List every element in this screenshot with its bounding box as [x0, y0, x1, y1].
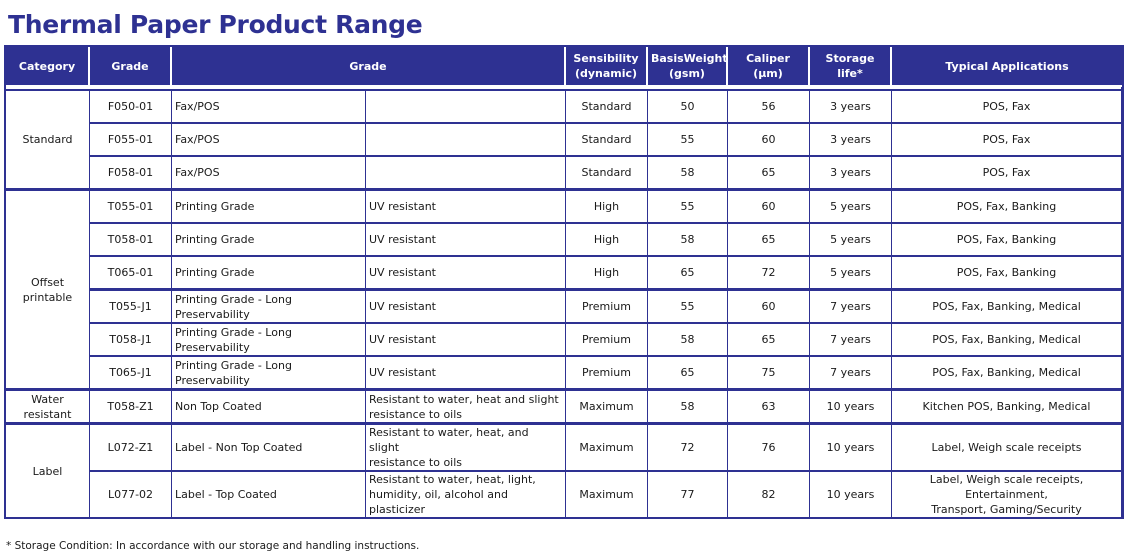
applications-cell: POS, Fax, Banking, Medical	[892, 357, 1122, 391]
applications-line2: Transport, Gaming/Security	[931, 503, 1082, 516]
table-row	[6, 124, 1122, 157]
applications-cell: POS, Fax, Banking	[892, 224, 1122, 257]
page-title: Thermal Paper Product Range	[8, 10, 423, 39]
category-cell	[6, 391, 90, 425]
storage-cell: 7 years	[810, 357, 892, 391]
category-line1: Offset	[30, 275, 65, 289]
applications-cell: POS, Fax	[892, 124, 1122, 157]
feature-line1: Resistant to water, heat and slight	[369, 392, 559, 406]
caliper-cell: 75	[728, 357, 810, 391]
header-applications: Typical Applications	[892, 47, 1122, 87]
caliper-cell: 60	[728, 191, 810, 224]
table-row	[6, 291, 1122, 324]
grade-code-cell: T055-J1	[90, 291, 172, 324]
table-row	[6, 357, 1122, 391]
feature-cell: UV resistant	[366, 291, 566, 324]
header-category: Category	[6, 47, 90, 87]
storage-cell: 5 years	[810, 191, 892, 224]
applications-cell: POS, Fax, Banking	[892, 191, 1122, 224]
feature-line2: resistance to oils	[369, 456, 463, 469]
feature-cell	[366, 391, 566, 425]
grade-code-cell: T065-J1	[90, 357, 172, 391]
sensibility-cell: Maximum	[566, 425, 648, 472]
caliper-cell: 65	[728, 157, 810, 191]
grade-cell: Fax/POS	[172, 124, 366, 157]
table-row	[6, 472, 1122, 517]
basis-weight-cell: 77	[648, 472, 728, 517]
caliper-cell: 72	[728, 257, 810, 291]
feature-cell: UV resistant	[366, 324, 566, 357]
storage-cell: 3 years	[810, 157, 892, 191]
applications-cell: POS, Fax, Banking	[892, 257, 1122, 291]
basis-weight-cell: 58	[648, 324, 728, 357]
basis-weight-cell: 65	[648, 257, 728, 291]
feature-cell	[366, 157, 566, 191]
sensibility-cell: High	[566, 191, 648, 224]
sensibility-cell: High	[566, 224, 648, 257]
table-row	[6, 157, 1122, 191]
header-basis-line2: (gsm)	[669, 67, 705, 80]
applications-cell: POS, Fax, Banking, Medical	[892, 291, 1122, 324]
basis-weight-cell: 55	[648, 124, 728, 157]
header-caliper-line1: Caliper	[746, 52, 790, 65]
feature-cell	[366, 124, 566, 157]
table-row	[6, 324, 1122, 357]
storage-cell: 3 years	[810, 124, 892, 157]
sensibility-cell: Standard	[566, 157, 648, 191]
category-cell	[6, 191, 90, 391]
header-sensibility	[566, 47, 648, 87]
applications-cell: Kitchen POS, Banking, Medical	[892, 391, 1122, 425]
sensibility-cell: High	[566, 257, 648, 291]
grade-code-cell: T055-01	[90, 191, 172, 224]
applications-line1: Label, Weigh scale receipts, Entertainment,	[929, 473, 1084, 501]
table-row	[6, 391, 1122, 425]
grade-cell: Label - Top Coated	[172, 472, 366, 517]
applications-cell: POS, Fax	[892, 91, 1122, 124]
feature-line2: humidity, oil, alcohol and plasticizer	[369, 488, 508, 516]
category-line1: Water	[31, 392, 64, 406]
grade-cell: Printing Grade - Long Preservability	[172, 324, 366, 357]
grade-cell: Label - Non Top Coated	[172, 425, 366, 472]
basis-weight-cell: 65	[648, 357, 728, 391]
storage-cell: 7 years	[810, 324, 892, 357]
storage-cell: 10 years	[810, 391, 892, 425]
feature-line2: resistance to oils	[369, 407, 463, 421]
table-row	[6, 425, 1122, 472]
grade-code-cell: F055-01	[90, 124, 172, 157]
sensibility-cell: Premium	[566, 324, 648, 357]
grade-cell: Non Top Coated	[172, 391, 366, 425]
grade-cell: Printing Grade	[172, 257, 366, 291]
product-table	[4, 45, 1124, 519]
grade-code-cell: T058-J1	[90, 324, 172, 357]
sensibility-cell: Premium	[566, 357, 648, 391]
storage-cell: 10 years	[810, 425, 892, 472]
sensibility-cell: Standard	[566, 124, 648, 157]
applications-cell	[892, 472, 1122, 517]
footnote: * Storage Condition: In accordance with our storage and handling instructions.	[6, 540, 420, 552]
applications-cell: Label, Weigh scale receipts	[892, 425, 1122, 472]
caliper-cell: 82	[728, 472, 810, 517]
feature-cell: UV resistant	[366, 191, 566, 224]
grade-code-cell: L072-Z1	[90, 425, 172, 472]
header-grade: Grade	[172, 47, 566, 87]
storage-cell: 7 years	[810, 291, 892, 324]
category-line2: printable	[22, 290, 73, 304]
header-basis-weight	[648, 47, 728, 87]
basis-weight-cell: 55	[648, 191, 728, 224]
grade-cell: Fax/POS	[172, 91, 366, 124]
header-sensibility-line1: Sensibility	[573, 52, 639, 65]
sensibility-cell: Standard	[566, 91, 648, 124]
grade-code-cell: T065-01	[90, 257, 172, 291]
header-caliper-line2: (µm)	[753, 67, 783, 80]
table-row	[6, 224, 1122, 257]
caliper-cell: 65	[728, 224, 810, 257]
basis-weight-cell: 58	[648, 157, 728, 191]
feature-cell: UV resistant	[366, 224, 566, 257]
category-cell: Label	[6, 425, 90, 517]
basis-weight-cell: 72	[648, 425, 728, 472]
header-storage-life: Storage life*	[810, 47, 892, 87]
grade-cell: Printing Grade - Long Preservability	[172, 357, 366, 391]
sensibility-cell: Maximum	[566, 391, 648, 425]
grade-code-cell: F050-01	[90, 91, 172, 124]
header-sensibility-line2: (dynamic)	[574, 67, 638, 80]
basis-weight-cell: 50	[648, 91, 728, 124]
caliper-cell: 60	[728, 124, 810, 157]
category-cell: Standard	[6, 91, 90, 191]
storage-cell: 5 years	[810, 257, 892, 291]
caliper-cell: 56	[728, 91, 810, 124]
sensibility-cell: Maximum	[566, 472, 648, 517]
grade-cell: Fax/POS	[172, 157, 366, 191]
caliper-cell: 63	[728, 391, 810, 425]
storage-cell: 3 years	[810, 91, 892, 124]
feature-line1: Resistant to water, heat, light,	[369, 473, 536, 486]
basis-weight-cell: 55	[648, 291, 728, 324]
caliper-cell: 76	[728, 425, 810, 472]
feature-cell	[366, 425, 566, 472]
basis-weight-cell: 58	[648, 224, 728, 257]
header-grade-code: Grade	[90, 47, 172, 87]
feature-cell	[366, 472, 566, 517]
grade-code-cell: F058-01	[90, 157, 172, 191]
grade-cell: Printing Grade	[172, 224, 366, 257]
table-row	[6, 191, 1122, 224]
grade-cell: Printing Grade - Long Preservability	[172, 291, 366, 324]
storage-cell: 10 years	[810, 472, 892, 517]
sensibility-cell: Premium	[566, 291, 648, 324]
feature-cell: UV resistant	[366, 257, 566, 291]
grade-code-cell: T058-01	[90, 224, 172, 257]
caliper-cell: 65	[728, 324, 810, 357]
header-caliper	[728, 47, 810, 87]
table-row	[6, 257, 1122, 291]
grade-code-cell: L077-02	[90, 472, 172, 517]
category-line2: resistant	[23, 407, 72, 421]
storage-cell: 5 years	[810, 224, 892, 257]
grade-code-cell: T058-Z1	[90, 391, 172, 425]
table-header-row	[6, 47, 1122, 87]
header-basis-line1: BasisWeight	[651, 52, 728, 65]
applications-cell: POS, Fax	[892, 157, 1122, 191]
grade-cell: Printing Grade	[172, 191, 366, 224]
feature-cell	[366, 91, 566, 124]
feature-line1: Resistant to water, heat, and slight	[369, 426, 529, 454]
table-row	[6, 91, 1122, 124]
feature-cell: UV resistant	[366, 357, 566, 391]
basis-weight-cell: 58	[648, 391, 728, 425]
caliper-cell: 60	[728, 291, 810, 324]
applications-cell: POS, Fax, Banking, Medical	[892, 324, 1122, 357]
